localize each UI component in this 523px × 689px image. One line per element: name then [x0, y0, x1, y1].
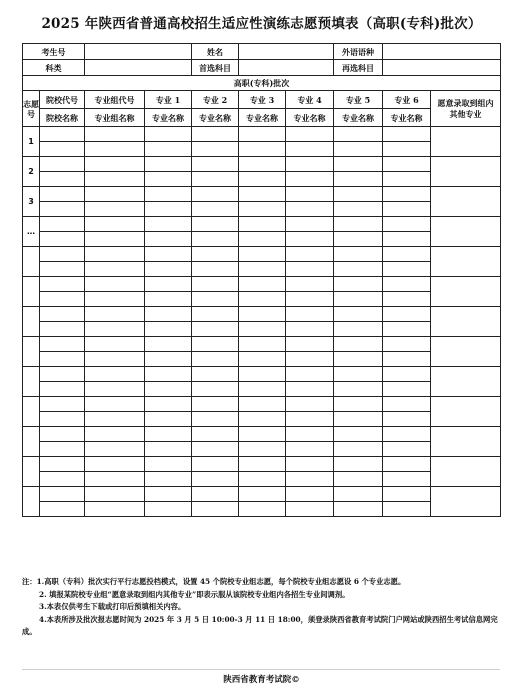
major-2-cell[interactable] [192, 397, 239, 412]
school-name-cell[interactable] [40, 382, 85, 397]
major-5-name-cell[interactable] [334, 412, 383, 427]
major-6-cell[interactable] [383, 277, 431, 292]
major-6-name-cell[interactable] [383, 232, 431, 247]
footer-divider [22, 669, 500, 670]
school-code-cell[interactable] [40, 337, 85, 352]
volunteer-number: … [23, 217, 40, 247]
group-name-cell[interactable] [85, 292, 145, 307]
major-4-name-cell[interactable] [286, 502, 334, 517]
major-2-cell[interactable] [192, 367, 239, 382]
major-4-name-cell[interactable] [286, 172, 334, 187]
major-6-cell[interactable] [383, 397, 431, 412]
major-2-name-cell[interactable] [192, 472, 239, 487]
major-name-header: 专业名称 [286, 109, 334, 127]
major-5-cell[interactable] [334, 277, 383, 292]
volunteer-number [23, 247, 40, 277]
group-name-cell[interactable] [85, 502, 145, 517]
major-2-name-cell[interactable] [192, 262, 239, 277]
major-3-name-cell[interactable] [239, 262, 286, 277]
major-5-cell[interactable] [334, 157, 383, 172]
volunteer-number: 2 [23, 157, 40, 187]
major-6-cell[interactable] [383, 307, 431, 322]
major-2-name-cell[interactable] [192, 502, 239, 517]
school-code-cell[interactable] [40, 187, 85, 202]
accept-other-majors-cell[interactable] [431, 487, 501, 517]
major-1-name-cell[interactable] [145, 262, 192, 277]
major-4-name-cell[interactable] [286, 142, 334, 157]
group-name-cell[interactable] [85, 202, 145, 217]
major-4-cell[interactable] [286, 307, 334, 322]
major-5-cell[interactable] [334, 337, 383, 352]
major-6-name-cell[interactable] [383, 382, 431, 397]
group-code-cell[interactable] [85, 127, 145, 142]
school-name-cell[interactable] [40, 232, 85, 247]
school-name-cell[interactable] [40, 502, 85, 517]
major-2-cell[interactable] [192, 217, 239, 232]
school-name-cell[interactable] [40, 352, 85, 367]
major-2-name-cell[interactable] [192, 292, 239, 307]
major-6-name-cell[interactable] [383, 202, 431, 217]
group-name-cell[interactable] [85, 352, 145, 367]
group-name-cell[interactable] [85, 232, 145, 247]
major-4-cell[interactable] [286, 457, 334, 472]
volunteer-number [23, 367, 40, 397]
volunteer-number: 1 [23, 127, 40, 157]
major-1-cell[interactable] [145, 247, 192, 262]
major-5-name-cell[interactable] [334, 442, 383, 457]
major-3-name-cell[interactable] [239, 322, 286, 337]
school-code-cell[interactable] [40, 157, 85, 172]
major-3-name-cell[interactable] [239, 472, 286, 487]
major-4-name-cell[interactable] [286, 292, 334, 307]
major-1-name-cell[interactable] [145, 232, 192, 247]
accept-other-majors-cell[interactable] [431, 367, 501, 397]
group-name-cell[interactable] [85, 142, 145, 157]
major-4-name-cell[interactable] [286, 202, 334, 217]
exam-no-label: 考生号 [23, 44, 85, 60]
major-3-cell[interactable] [239, 217, 286, 232]
major-4-name-cell[interactable] [286, 472, 334, 487]
major-3-cell[interactable] [239, 157, 286, 172]
major-4-cell[interactable] [286, 337, 334, 352]
major-name-header: 专业名称 [334, 109, 383, 127]
major-2-cell[interactable] [192, 307, 239, 322]
major-5-name-cell[interactable] [334, 202, 383, 217]
major-1-cell[interactable] [145, 187, 192, 202]
major-5-cell[interactable] [334, 457, 383, 472]
group-code-cell[interactable] [85, 367, 145, 382]
note-3: 3.本表仅供考生下载或打印后预填相关内容。 [39, 602, 186, 611]
major-1-cell[interactable] [145, 127, 192, 142]
school-code-cell[interactable] [40, 127, 85, 142]
major-5-name-cell[interactable] [334, 322, 383, 337]
major-3-name-cell[interactable] [239, 202, 286, 217]
major-4-cell[interactable] [286, 397, 334, 412]
major-5-header: 专业 5 [334, 91, 383, 109]
major-6-cell[interactable] [383, 367, 431, 382]
major-4-name-cell[interactable] [286, 352, 334, 367]
group-code-cell[interactable] [85, 337, 145, 352]
school-name-cell[interactable] [40, 172, 85, 187]
major-5-cell[interactable] [334, 307, 383, 322]
major-5-cell[interactable] [334, 487, 383, 502]
major-5-cell[interactable] [334, 367, 383, 382]
major-4-header: 专业 4 [286, 91, 334, 109]
major-1-name-cell[interactable] [145, 352, 192, 367]
accept-other-majors-cell[interactable] [431, 397, 501, 427]
major-2-name-cell[interactable] [192, 232, 239, 247]
accept-other-majors-cell[interactable] [431, 157, 501, 187]
footer-credit: 陕西省教育考试院© [223, 675, 300, 685]
accept-other-majors-cell[interactable] [431, 307, 501, 337]
school-name-cell[interactable] [40, 262, 85, 277]
group-code-cell[interactable] [85, 187, 145, 202]
major-6-name-cell[interactable] [383, 352, 431, 367]
major-5-cell[interactable] [334, 427, 383, 442]
name-label: 姓名 [192, 44, 239, 60]
major-2-name-cell[interactable] [192, 382, 239, 397]
page-title: 2025 年陕西省普通高校招生适应性演练志愿预填表（高职(专科)批次） [41, 16, 482, 32]
major-3-name-cell[interactable] [239, 502, 286, 517]
group-code-cell[interactable] [85, 217, 145, 232]
major-1-name-cell[interactable] [145, 472, 192, 487]
accept-other-majors-cell[interactable] [431, 277, 501, 307]
group-code-cell[interactable] [85, 157, 145, 172]
group-code-cell[interactable] [85, 487, 145, 502]
major-3-cell[interactable] [239, 487, 286, 502]
school-name-cell[interactable] [40, 442, 85, 457]
major-2-cell[interactable] [192, 337, 239, 352]
school-code-cell[interactable] [40, 307, 85, 322]
major-3-cell[interactable] [239, 277, 286, 292]
school-code-cell[interactable] [40, 247, 85, 262]
group-code-cell[interactable] [85, 427, 145, 442]
major-3-name-cell[interactable] [239, 232, 286, 247]
major-5-cell[interactable] [334, 397, 383, 412]
major-3-header: 专业 3 [239, 91, 286, 109]
major-6-name-cell[interactable] [383, 502, 431, 517]
group-name-cell[interactable] [85, 322, 145, 337]
accept-other-majors-cell[interactable] [431, 127, 501, 157]
volunteer-number [23, 457, 40, 487]
major-1-cell[interactable] [145, 487, 192, 502]
major-1-cell[interactable] [145, 157, 192, 172]
major-3-cell[interactable] [239, 367, 286, 382]
group-code-cell[interactable] [85, 277, 145, 292]
accept-other-majors-cell[interactable] [431, 247, 501, 277]
major-6-name-cell[interactable] [383, 142, 431, 157]
major-3-name-cell[interactable] [239, 142, 286, 157]
major-5-cell[interactable] [334, 187, 383, 202]
category-label: 科类 [23, 60, 85, 76]
major-2-name-cell[interactable] [192, 442, 239, 457]
major-2-name-cell[interactable] [192, 322, 239, 337]
school-code-cell[interactable] [40, 427, 85, 442]
major-3-name-cell[interactable] [239, 352, 286, 367]
major-1-cell[interactable] [145, 397, 192, 412]
major-1-header: 专业 1 [145, 91, 192, 109]
group-code-cell[interactable] [85, 307, 145, 322]
major-1-name-cell[interactable] [145, 442, 192, 457]
major-5-cell[interactable] [334, 247, 383, 262]
major-1-cell[interactable] [145, 337, 192, 352]
major-2-name-cell[interactable] [192, 142, 239, 157]
major-6-cell[interactable] [383, 457, 431, 472]
school-code-cell[interactable] [40, 397, 85, 412]
group-code-cell[interactable] [85, 247, 145, 262]
major-5-name-cell[interactable] [334, 262, 383, 277]
major-5-cell[interactable] [334, 127, 383, 142]
volunteer-number [23, 337, 40, 367]
school-name-cell[interactable] [40, 142, 85, 157]
major-5-name-cell[interactable] [334, 472, 383, 487]
major-4-cell[interactable] [286, 127, 334, 142]
school-code-cell[interactable] [40, 457, 85, 472]
accept-other-majors-cell[interactable] [431, 337, 501, 367]
second-subject-field[interactable] [383, 60, 501, 76]
major-name-header: 专业名称 [145, 109, 192, 127]
major-6-name-cell[interactable] [383, 172, 431, 187]
volunteer-number [23, 397, 40, 427]
note-1: 注：1.高职（专科）批次实行平行志愿投档模式，设置 45 个院校专业组志愿，每个院校专业组志愿设 6 个专业志愿。 [22, 577, 406, 586]
school-code-header: 院校代号 [40, 91, 85, 109]
major-6-cell[interactable] [383, 187, 431, 202]
major-3-name-cell[interactable] [239, 382, 286, 397]
major-2-name-cell[interactable] [192, 412, 239, 427]
group-name-cell[interactable] [85, 262, 145, 277]
major-2-cell[interactable] [192, 277, 239, 292]
major-4-cell[interactable] [286, 277, 334, 292]
major-1-cell[interactable] [145, 367, 192, 382]
group-name-cell[interactable] [85, 172, 145, 187]
major-6-name-cell[interactable] [383, 262, 431, 277]
school-code-cell[interactable] [40, 277, 85, 292]
accept-other-majors-header: 愿意录取到组内其他专业 [431, 91, 501, 127]
major-4-name-cell[interactable] [286, 262, 334, 277]
major-5-name-cell[interactable] [334, 352, 383, 367]
major-5-name-cell[interactable] [334, 172, 383, 187]
language-label: 外语语种 [334, 44, 383, 60]
school-code-cell[interactable] [40, 217, 85, 232]
major-1-name-cell[interactable] [145, 142, 192, 157]
major-1-name-cell[interactable] [145, 502, 192, 517]
major-4-cell[interactable] [286, 217, 334, 232]
accept-other-majors-cell[interactable] [431, 187, 501, 217]
name-field[interactable] [239, 44, 334, 60]
major-4-cell[interactable] [286, 427, 334, 442]
major-1-name-cell[interactable] [145, 382, 192, 397]
major-name-header: 专业名称 [239, 109, 286, 127]
major-6-cell[interactable] [383, 427, 431, 442]
school-name-cell[interactable] [40, 202, 85, 217]
group-code-header: 专业组代号 [85, 91, 145, 109]
language-field[interactable] [383, 44, 501, 60]
major-name-header: 专业名称 [192, 109, 239, 127]
major-4-cell[interactable] [286, 367, 334, 382]
accept-other-majors-cell[interactable] [431, 457, 501, 487]
major-1-cell[interactable] [145, 277, 192, 292]
major-4-cell[interactable] [286, 157, 334, 172]
group-code-cell[interactable] [85, 457, 145, 472]
group-code-cell[interactable] [85, 397, 145, 412]
batch-section-title: 高职(专科)批次 [23, 76, 501, 91]
major-2-cell[interactable] [192, 487, 239, 502]
school-code-cell[interactable] [40, 487, 85, 502]
exam-no-field[interactable] [85, 44, 192, 60]
major-4-cell[interactable] [286, 187, 334, 202]
first-subject-field[interactable] [239, 60, 334, 76]
school-name-cell[interactable] [40, 472, 85, 487]
major-1-name-cell[interactable] [145, 412, 192, 427]
major-3-name-cell[interactable] [239, 292, 286, 307]
major-3-cell[interactable] [239, 397, 286, 412]
major-2-cell[interactable] [192, 247, 239, 262]
group-name-cell[interactable] [85, 442, 145, 457]
major-2-cell[interactable] [192, 427, 239, 442]
major-3-cell[interactable] [239, 187, 286, 202]
major-4-name-cell[interactable] [286, 412, 334, 427]
volunteer-number [23, 307, 40, 337]
major-3-name-cell[interactable] [239, 172, 286, 187]
major-1-name-cell[interactable] [145, 202, 192, 217]
major-3-name-cell[interactable] [239, 412, 286, 427]
note-4: 4.本表所涉及批次报志愿时间为 2025 年 3 月 5 日 10:00-3 月 11 日 18:00，须登录陕西省教育考试院门户网站或陕西招生考试信息网完成。 [22, 614, 498, 636]
school-code-cell[interactable] [40, 367, 85, 382]
volunteer-number: 3 [23, 187, 40, 217]
major-1-cell[interactable] [145, 457, 192, 472]
major-2-name-cell[interactable] [192, 352, 239, 367]
major-6-cell[interactable] [383, 247, 431, 262]
volunteer-order-header: 志愿号 [23, 91, 40, 127]
major-2-header: 专业 2 [192, 91, 239, 109]
group-name-cell[interactable] [85, 412, 145, 427]
major-1-cell[interactable] [145, 217, 192, 232]
major-3-cell[interactable] [239, 427, 286, 442]
major-6-name-cell[interactable] [383, 472, 431, 487]
major-6-name-cell[interactable] [383, 292, 431, 307]
volunteer-number [23, 427, 40, 457]
major-1-name-cell[interactable] [145, 322, 192, 337]
major-3-cell[interactable] [239, 337, 286, 352]
major-6-name-cell[interactable] [383, 322, 431, 337]
school-name-cell[interactable] [40, 292, 85, 307]
major-1-name-cell[interactable] [145, 172, 192, 187]
major-4-name-cell[interactable] [286, 382, 334, 397]
major-2-name-cell[interactable] [192, 172, 239, 187]
major-name-header: 专业名称 [383, 109, 431, 127]
group-name-cell[interactable] [85, 382, 145, 397]
accept-other-majors-cell[interactable] [431, 217, 501, 247]
major-3-cell[interactable] [239, 127, 286, 142]
major-3-cell[interactable] [239, 307, 286, 322]
school-name-cell[interactable] [40, 322, 85, 337]
major-6-cell[interactable] [383, 157, 431, 172]
major-4-cell[interactable] [286, 487, 334, 502]
major-3-name-cell[interactable] [239, 442, 286, 457]
major-3-cell[interactable] [239, 457, 286, 472]
major-1-cell[interactable] [145, 427, 192, 442]
volunteer-number [23, 277, 40, 307]
major-6-cell[interactable] [383, 217, 431, 232]
note-2: 2. 填报某院校专业组“愿意录取到组内其他专业”即表示服从该院校专业组内各招生专业间调剂。 [39, 589, 350, 599]
major-6-header: 专业 6 [383, 91, 431, 109]
major-2-cell[interactable] [192, 127, 239, 142]
major-5-cell[interactable] [334, 217, 383, 232]
major-5-name-cell[interactable] [334, 142, 383, 157]
second-subject-label: 再选科目 [334, 60, 383, 76]
major-2-name-cell[interactable] [192, 202, 239, 217]
major-4-name-cell[interactable] [286, 442, 334, 457]
application-form-table [22, 43, 501, 517]
major-3-cell[interactable] [239, 247, 286, 262]
major-6-cell[interactable] [383, 487, 431, 502]
major-5-name-cell[interactable] [334, 502, 383, 517]
accept-other-majors-cell[interactable] [431, 427, 501, 457]
school-name-header: 院校名称 [40, 109, 85, 127]
major-2-cell[interactable] [192, 187, 239, 202]
major-5-name-cell[interactable] [334, 382, 383, 397]
major-5-name-cell[interactable] [334, 232, 383, 247]
major-4-name-cell[interactable] [286, 232, 334, 247]
first-subject-label: 首选科目 [192, 60, 239, 76]
major-4-cell[interactable] [286, 247, 334, 262]
school-name-cell[interactable] [40, 412, 85, 427]
major-6-cell[interactable] [383, 337, 431, 352]
category-field[interactable] [85, 60, 192, 76]
volunteer-number [23, 487, 40, 517]
major-6-name-cell[interactable] [383, 442, 431, 457]
group-name-header: 专业组名称 [85, 109, 145, 127]
major-2-cell[interactable] [192, 157, 239, 172]
major-5-name-cell[interactable] [334, 292, 383, 307]
major-6-name-cell[interactable] [383, 412, 431, 427]
major-2-cell[interactable] [192, 457, 239, 472]
major-4-name-cell[interactable] [286, 322, 334, 337]
major-1-cell[interactable] [145, 307, 192, 322]
notes [22, 576, 500, 639]
major-6-cell[interactable] [383, 127, 431, 142]
group-name-cell[interactable] [85, 472, 145, 487]
major-1-name-cell[interactable] [145, 292, 192, 307]
